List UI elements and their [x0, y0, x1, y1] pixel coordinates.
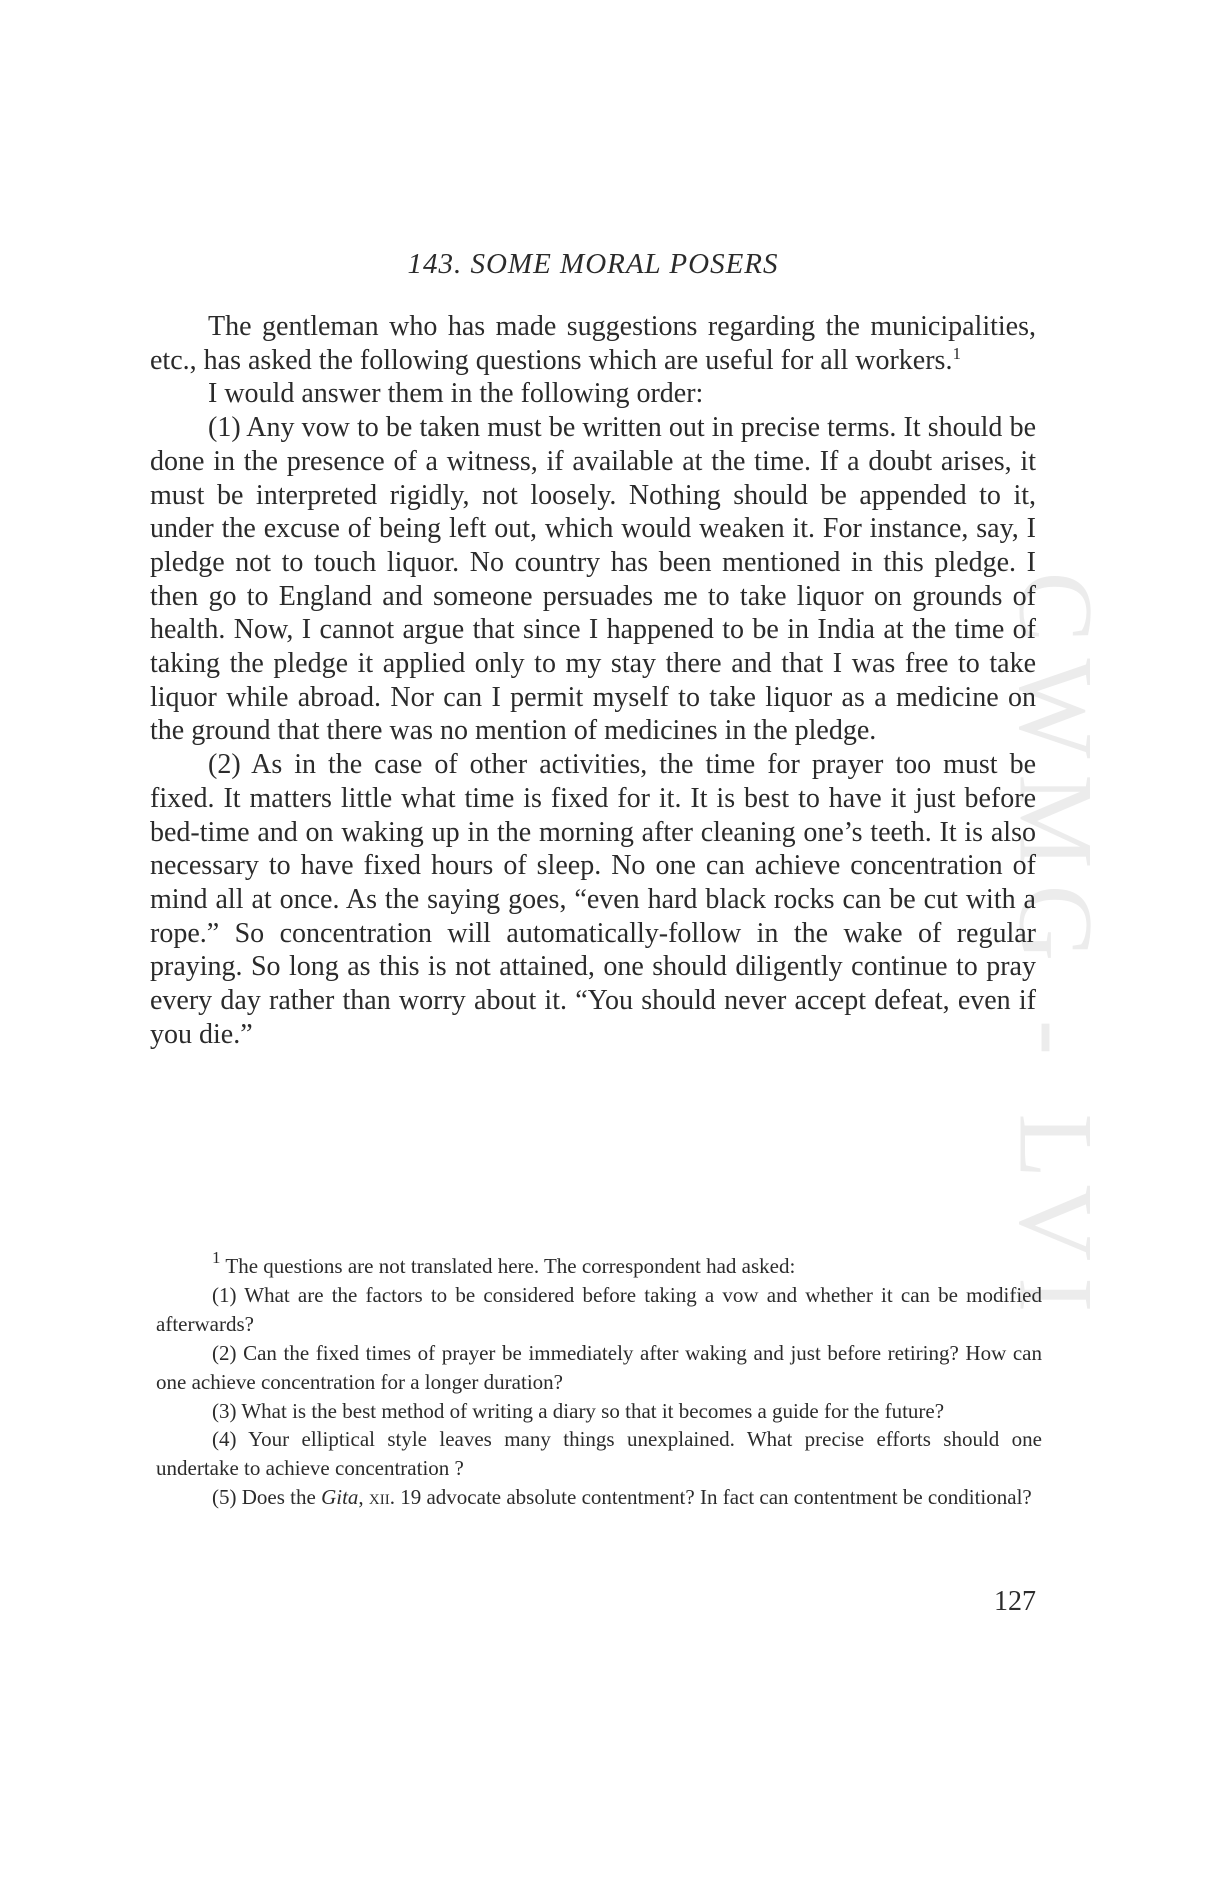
paragraph-intro: The gentleman who has made suggestions regarding the municipalities, etc., has asked the following questions which are useful for all workers.$^1$: [150, 311, 1036, 376]
footnote-question-1: (1) What are the factors to be considered before taking a vow and whether it can be modified afterwards?: [156, 1282, 1042, 1336]
article-body: [150, 310, 1036, 1051]
chapter-numeral: xii: [368, 1485, 390, 1510]
footnote-question-3: (3) What is the best method of writing a diary so that it becomes a guide for the future?: [212, 1398, 945, 1423]
paragraph-order: I would answer them in the following order:: [208, 378, 704, 410]
footnote-question-5: (5) Does the Gita, xii. 19 advocate absolute contentment? In fact can contentment be conditional?: [212, 1485, 1032, 1510]
gita-title: Gita: [321, 1485, 359, 1510]
footnote-number: 1: [212, 1248, 221, 1267]
footnote-question-2: (2) Can the fixed times of prayer be immediately after waking and just before retiring? How can one achieve concentration for a longer duration?: [156, 1340, 1042, 1394]
article-heading: 143. SOME MORAL POSERS: [407, 248, 779, 280]
footnote-intro: $^1$ The questions are not translated here. The correspondent had asked:: [212, 1248, 796, 1278]
paragraph-answer-2: (2) As in the case of other activities, the time for prayer too must be fixed. It matters little what time is fixed for it. It is best to have it just before bed-time and on waking up in the morning after cleaning one’s teeth. It is also necessary to have fixed hours of sleep. No one can achieve concentration of mind all at once. As the saying goes, “even hard black rocks can be cut with a rope.” So concentration will automatically-follow in the wake of regular praying. So long as this is not attained, one should diligently continue to pray every day rather than worry about it. “You should never accept defeat, even if you die.”: [150, 749, 1036, 1050]
footnotes: [156, 1248, 1042, 1512]
page-number: 127: [994, 1586, 1036, 1617]
watermark-text: CWMG - LVI: [997, 571, 1114, 1329]
footnote-question-4: (4) Your elliptical style leaves many things unexplained. What precise efforts should one undertake to achieve concentration ?: [156, 1427, 1042, 1481]
paragraph-answer-1: (1) Any vow to be taken must be written out in precise terms. It should be done in the presence of a witness, if available at the time. If a doubt arises, it must be interpreted rigidly, not loosely. Nothing should be appended to it, under the excuse of being left out, which would weaken it. For instance, say, I pledge not to touch liquor. No country has been mentioned in this pledge. I then go to England and someone persuades me to take liquor on grounds of health. Now, I cannot argue that since I happened to be in India at the time of taking the pledge it applied only to my stay there and that I was free to take liquor while abroad. Nor can I permit myself to take liquor as a medicine on the ground that there was no mention of medicines in the pledge.: [150, 412, 1036, 747]
footnote-marker: 1: [952, 343, 961, 363]
